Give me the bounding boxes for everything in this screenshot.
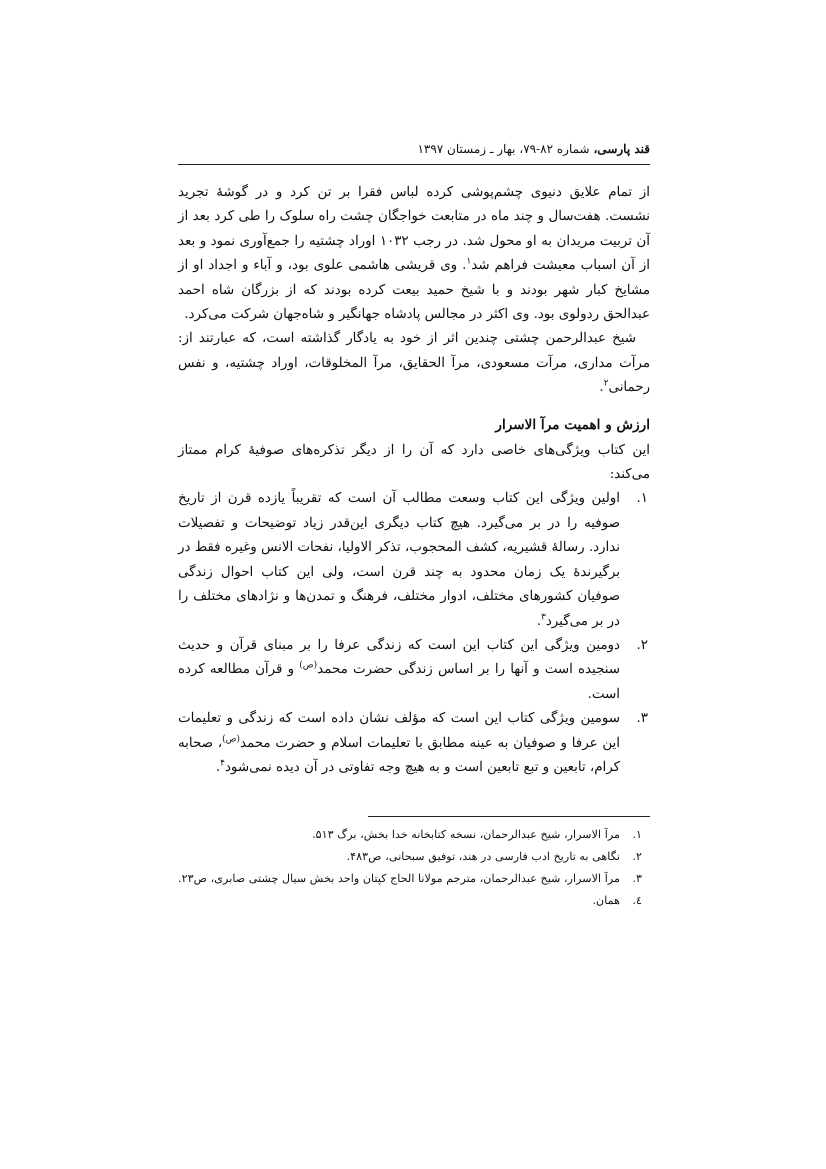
- paragraph-2: [178, 327, 650, 400]
- footnote: [178, 868, 650, 890]
- list-item-text-c: .: [215, 759, 221, 775]
- paragraph-2-text-b: .: [599, 380, 604, 396]
- issue-info: شماره ۸۲-۷۹، بهار ـ زمستان ۱۳۹۷: [417, 142, 590, 156]
- list-item-sup-1: (ص): [222, 734, 240, 745]
- footnote-number: ۳.: [632, 872, 642, 885]
- footnote-text: مرآ الاسرار، شیخ عبدالرحمان، مترجم مولانا الحاج کپتان واحد بخش سیال چشتی صابری، ص۲۳.: [178, 872, 620, 885]
- footnote-text: همان.: [592, 894, 620, 907]
- footnotes: [178, 824, 650, 912]
- footnote-rule: [368, 816, 650, 817]
- list-item: [178, 707, 650, 780]
- paragraph-2-text-a: شیخ عبدالرحمن چشتی چندین اثر از خود به یادگار گذاشته است، که عبارتند از: مرآت مداری، مرآت مسعودی، مرآ الحقایق، مرآ المخلوقات، اوراد چشتیه، و نفس رحمانی: [178, 331, 650, 396]
- footnote: [178, 846, 650, 868]
- list-item-text-b: و قرآن مطالعه کرده است.: [178, 662, 620, 702]
- list-item-number: ۱.: [636, 491, 648, 507]
- footnote-ref-1: ۱: [466, 256, 472, 267]
- footnote: [178, 890, 650, 912]
- list-item-text-a: دومین ویژگی این کتاب این است که زندگی عرفا را بر مبنای قرآن و حدیث سنجیده است و آنها را بر اساس زندگی حضرت محمد: [178, 637, 620, 678]
- features-list: [178, 487, 650, 780]
- main-text: [178, 181, 650, 780]
- list-item-number: ۲.: [636, 637, 648, 653]
- section-intro: این کتاب ویژگی‌های خاصی دارد که آن را از دیگر تذکره‌های صوفیهٔ کرام ممتاز می‌کند:: [178, 442, 650, 483]
- list-item-text-b: .: [536, 613, 541, 629]
- journal-name: قند پارسی،: [593, 142, 650, 156]
- list-item-text-a: سومین ویژگی کتاب این است که مؤلف نشان داده است که زندگی و تعلیمات این عرفا و صوفیان به عینه مطابق با تعلیمات اسلام و حضرت محمد: [178, 711, 620, 751]
- list-item-sup-1: ۳: [540, 612, 546, 623]
- list-item-text-b: ، صحابه کرام، تابعین و تبع تابعین است و به هیچ وجه تفاوتی در آن دیده نمی‌شود: [178, 735, 620, 775]
- list-item-sup-2: ۴: [220, 758, 225, 769]
- footnote-text: مرآ الاسرار، شیخ عبدالرحمان، نسخه کتابخانه خدا بخش، برگ ۵۱۳.: [312, 828, 620, 841]
- footnote-number: ۱.: [632, 828, 642, 841]
- paragraph-1-text-b: . وی قریشی هاشمی علوی بود، و آباء و اجداد او از مشایخ کبار شهر بودند و با شیخ حمید بیعت کرده بودند که از بزرگان شاه احمد عبدالحق ردولوی بود. وی اکثر در مجالس پادشاه جهانگیر و شاه‌جهان شرکت می‌کرد.: [178, 258, 650, 323]
- paragraph-1-text-a: از تمام علایق دنیوی چشم‌پوشی کرده لباس فقرا بر تن کرد و در گوشهٔ تجرید نشست. هفت‌سال و چند ماه در متابعت خواجگان چشت راه سلوک را طی کرد بعد از آن تربیت مریدان به او محول شد. در رجب ۱۰۳۲ اوراد چشتیه را جمع‌آوری نمود و بعد از آن اسباب معیشت فراهم شد: [178, 185, 650, 274]
- list-item-text-a: اولین ویژگی این کتاب وسعت مطالب آن است که تقریباً یازده قرن از تاریخ صوفیه را در بر می‌گیرد. هیچ کتاب دیگری این‌قدر زیاد توضیحات و تفصیلات ندارد. رسالهٔ قشیریه، کشف المحجوب، تذکر الاولیا، نفحات الانس وغیره فقط در برگیرندهٔ یک زمان محدود به چند قرن است، ولی این کتاب احوال زندگی صوفیان کشورهای مختلف، ادوار مختلف، فرهنگ و تمدن‌ها و نژادهای مختلف را در بر می‌گیرد: [178, 491, 620, 629]
- running-header: [178, 141, 650, 157]
- footnote-number: ٤.: [632, 894, 642, 907]
- header-rule: [178, 164, 650, 165]
- paragraph-1: [178, 181, 650, 327]
- section-heading: ارزش و اهمیت مرآ الاسرار: [495, 416, 650, 433]
- footnote-text: نگاهی به تاریخ ادب فارسی در هند، توفیق سبحانی، ص۴۸۳.: [346, 850, 620, 863]
- footnote-number: ۲.: [632, 850, 642, 863]
- list-item: [178, 487, 650, 633]
- footnote: [178, 824, 650, 846]
- list-item-sup-1: (ص): [299, 660, 318, 671]
- list-item-number: ۳.: [636, 711, 648, 727]
- list-item: [178, 634, 650, 707]
- footnote-ref-2: ۲: [603, 378, 609, 389]
